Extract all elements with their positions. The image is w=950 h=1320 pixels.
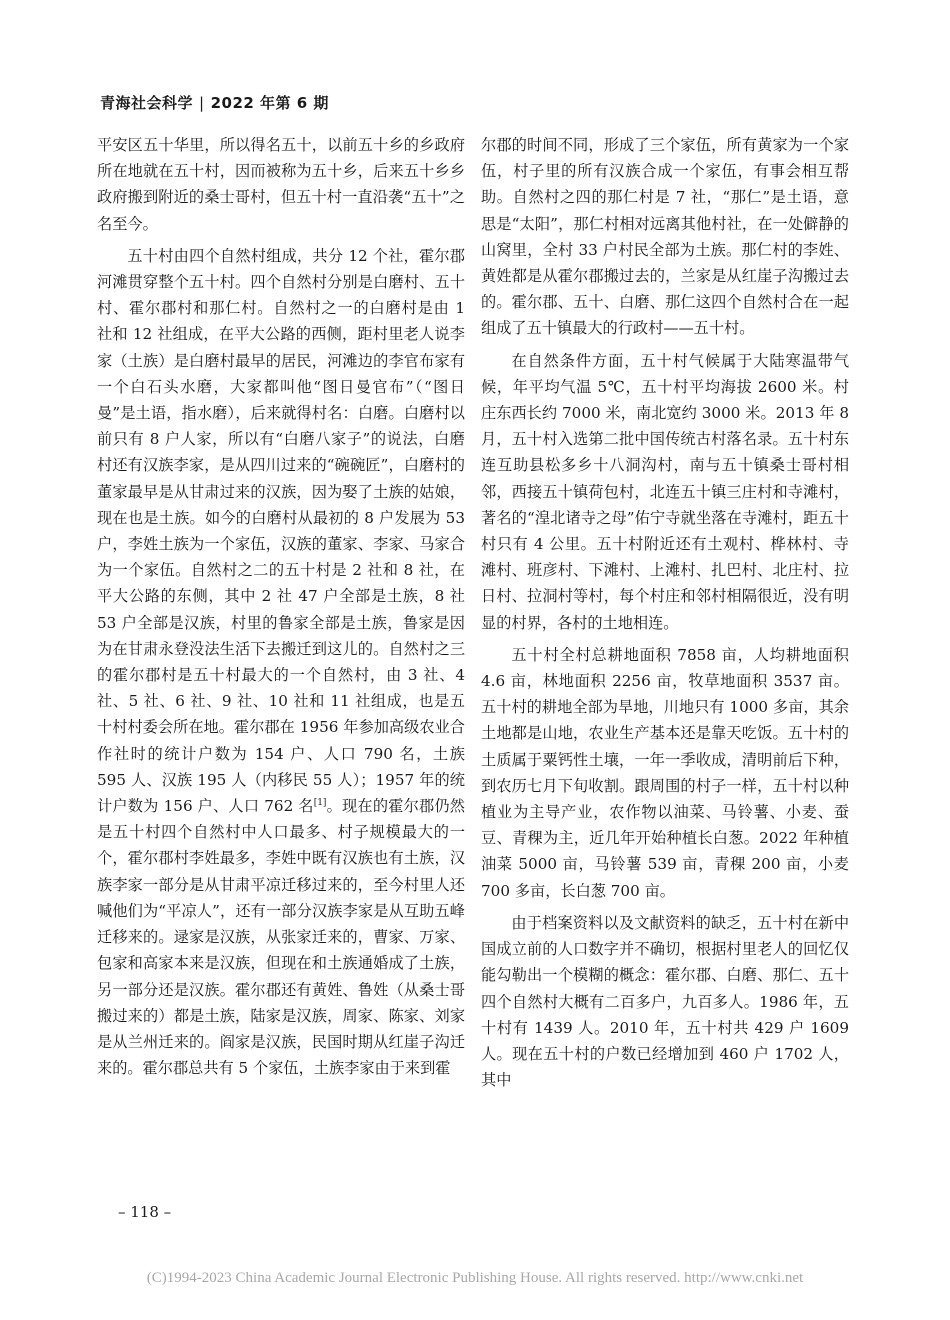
- left-column: [97, 132, 465, 1087]
- right-paragraph-1: 尔郡的时间不同，形成了三个家伍，所有黄家为一个家伍，村子里的所有汉族合成一个家伍，有事会相互帮助。自然村之四的那仁村是 7 社，“那仁”是土语，意思是“太阳”，那仁村相对远离其他村社，在一处僻静的山窝里，全村 33 户村民全部为土族。那仁村的李姓、黄姓都是从霍尔郡搬过去的，兰家是从红崖子沟搬过去的。霍尔郡、五十、白磨、那仁这四个自然村合在一起组成了五十镇最大的行政村——五十村。: [481, 136, 849, 338]
- left-paragraph-1: 平安区五十华里，所以得名五十，以前五十乡的乡政府所在地就在五十村，因而被称为五十乡，后来五十乡乡政府搬到附近的桑士哥村，但五十村一直沿袭“五十”之名至今。: [97, 136, 465, 233]
- left-paragraph-2-tail: 。现在的霍尔郡仍然是五十村四个自然村中人口最多、村子规模最大的一个，霍尔郡村李姓最多，李姓中既有汉族也有土族，汉族李家一部分是从甘肃平凉迁移过来的，至今村里人还喊他们为“平凉人”，还有一部分汉族李家是从互助五峰迁移来的。逯家是汉族，从张家迁来的，曹家、万家、包家和高家本来是汉族，但现在和土族通婚成了土族，另一部分还是汉族。霍尔郡还有黄姓、鲁姓（从桑士哥搬过来的）都是土族，陆家是汉族，周家、陈家、刘家是从兰州迁来的。阎家是汉族，民国时期从红崖子沟迁来的。霍尔郡总共有 5 个家伍，土族李家由于来到霍: [97, 797, 465, 1078]
- journal-issue: 2022 年第 6 期: [210, 94, 329, 112]
- left-paragraph-2: [97, 243, 465, 1082]
- copyright-footer: (C)1994-2023 China Academic Journal Electronic Publishing House. All rights reserved. http://www.cnki.net: [146, 1270, 804, 1286]
- right-paragraph-3: 五十村全村总耕地面积 7858 亩，人均耕地面积 4.6 亩，林地面积 2256 亩，牧草地面积 3537 亩。五十村的耕地全部为旱地，川地只有 1000 多亩，其余土地都是山地，农业生产基本还是靠天吃饭。五十村的土质属于粟钙性土壤，一年一季收成，清明前后下种，到农历七月下旬收割。跟周围的村子一样，五十村以种植业为主导产业，农作物以油菜、马铃薯、小麦、蚕豆、青稞为主，近几年开始种植长白葱。2022 年种植油菜 5000 亩，马铃薯 539 亩，青稞 200 亩，小麦 700 多亩，长白葱 700 亩。: [481, 645, 849, 900]
- right-paragraph-2: 在自然条件方面，五十村气候属于大陆寒温带气候，年平均气温 5℃，五十村平均海拔 2600 米。村庄东西长约 7000 米，南北宽约 3000 米。2013 年 8 月，五十村入选第二批中国传统古村落名录。五十村东连互助县松多乡十八洞沟村，南与五十镇桑士哥村相邻，西接五十镇荷包村，北连五十镇三庄村和寺滩村，著名的“湟北诸寺之母”佑宁寺就坐落在寺滩村，距五十村只有 4 公里。五十村附近还有土观村、桦林村、寺滩村、班彦村、下滩村、上滩村、扎巴村、北庄村、拉日村、拉洞村等村，每个村庄和邻村相隔很近，没有明显的村界，各村的土地相连。: [481, 351, 849, 632]
- left-paragraph-2-text: 五十村由四个自然村组成，共分 12 个社，霍尔郡河滩贯穿整个五十村。四个自然村分别是白磨村、五十村、霍尔郡村和那仁村。自然村之一的白磨村是由 1 社和 12 社组成，在平大公路的西侧，距村里老人说李家（土族）是白磨村最早的居民，河滩边的李官布家有一个白石头水磨，大家都叫他“图日曼官布”（“图日曼”是土语，指水磨），后来就得村名：白磨。白磨村以前只有 8 户人家，所以有“白磨八家子”的说法，白磨村还有汉族李家，是从四川过来的“碗碗匠”，白磨村的董家最早是从甘肃过来的汉族，因为娶了土族的姑娘，现在也是土族。如今的白磨村从最初的 8 户发展为 53 户，李姓土族为一个家伍，汉族的董家、李家、马家合为一个家伍。自然村之二的五十村是 2 社和 8 社，在平大公路的东侧，其中 2 社 47 户全部是土族，8 社 53 户全部是汉族，村里的鲁家全部是土族，鲁家是因为在甘肃永登没法生活下去搬迁到这儿的。自然村之三的霍尔郡村是五十村最大的一个自然村，由 3 社、4 社、5 社、6 社、9 社、10 社和 11 社组成，也是五十村村委会所在地。霍尔郡在 1956 年参加高级农业合作社时的统计户数为 154 户、人口 790 名，土族 595 人、汉族 195 人（内移民 55 人）；1957 年的统计户数为 156 户、人口 762 名: [97, 246, 465, 816]
- journal-header: [100, 92, 329, 113]
- right-paragraph-4: 由于档案资料以及文献资料的缺乏，五十村在新中国成立前的人口数字并不确切，根据村里老人的回忆仅能勾勒出一个模糊的概念：霍尔郡、白磨、那仁、五十四个自然村大概有二百多户，九百多人。1986 年，五十村有 1439 人。2010 年，五十村共 429 户 1609 人。现在五十村的户数已经增加到 460 户 1702 人，其中: [481, 913, 849, 1090]
- page-number: – 118 –: [118, 1203, 172, 1221]
- right-column: [481, 132, 849, 1099]
- journal-title: 青海社会科学: [100, 94, 194, 112]
- citation-ref[interactable]: [1]: [313, 798, 327, 809]
- header-separator: |: [199, 94, 205, 112]
